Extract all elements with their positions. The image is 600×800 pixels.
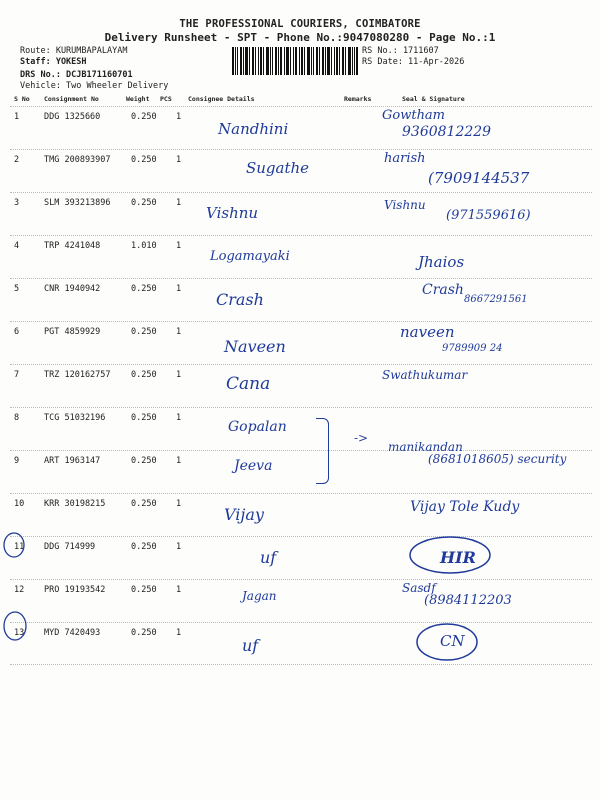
barcode [232,47,358,75]
signature-phone: (8681018605) security [428,452,567,466]
bracket-mark [316,418,329,484]
row-pcs: 1 [176,456,182,466]
table-bottom-rule [10,664,592,665]
rs-number: RS No.: 1711607 [362,46,439,56]
row-weight: 0.250 [131,413,157,423]
row-sno: 10 [14,499,25,509]
consignee-handwriting: uf [242,636,259,655]
col-sno: S No [14,95,30,103]
consignee-handwriting: Crash [216,290,264,309]
staff-line: Staff: YOKESH [20,57,87,67]
signature-handwriting: naveen [400,323,455,341]
col-seal: Seal & Signature [402,95,465,103]
row-divider [10,278,592,279]
row-weight: 0.250 [131,155,157,165]
signature-handwriting: Gowtham [382,108,446,123]
table-row [10,149,592,192]
table-row [10,407,592,450]
consignee-handwriting: Logamayaki [210,249,290,264]
table-row [10,278,592,321]
table-row [10,440,592,493]
signature-handwriting: manikandan [388,440,463,454]
row-pcs: 1 [176,542,182,552]
signature-phone: (971559616) [446,208,531,223]
signature-handwriting: HIR [440,548,476,567]
row-weight: 0.250 [131,327,157,337]
row-divider [10,450,592,451]
consignee-handwriting: Naveen [224,337,286,356]
row-weight: 0.250 [131,370,157,380]
drs-number: DRS No.: DCJB171160701 [20,70,133,80]
consignee-handwriting: Nandhini [218,120,289,138]
signature-phone: 8667291561 [464,294,528,305]
col-pcs: PCS [160,95,172,103]
signature-handwriting: Swathukumar [382,368,468,382]
row-divider [10,235,592,236]
row-divider [10,106,592,107]
signature-handwriting: harish [384,151,426,166]
row-consignment: KRR 30198215 [44,499,106,509]
row-sno: 12 [14,585,25,595]
row-pcs: 1 [176,585,182,595]
row-weight: 0.250 [131,628,157,638]
row-weight: 0.250 [131,542,157,552]
row-consignment: MYD 7420493 [44,628,101,638]
consignee-handwriting: Jagan [242,589,277,603]
row-divider [10,493,592,494]
row-sno: 8 [14,413,20,423]
row-sno: 11 [14,542,25,552]
row-consignment: ART 1963147 [44,456,101,466]
row-pcs: 1 [176,155,182,165]
row-pcs: 1 [176,284,182,294]
col-consignee: Consignee Details [188,95,255,103]
row-consignment: CNR 1940942 [44,284,101,294]
signature-handwriting: CN [440,632,465,650]
consignee-handwriting: Vijay [224,505,264,524]
table-row [10,364,592,407]
consignee-handwriting: Gopalan [228,419,287,435]
row-weight: 0.250 [131,499,157,509]
row-consignment: TMG 200893907 [44,155,111,165]
table-row [10,579,592,622]
table-row [10,235,592,278]
row-pcs: 1 [176,241,182,251]
row-divider [10,622,592,623]
row-consignment: DDG 714999 [44,542,96,552]
row-weight: 1.010 [131,241,157,251]
row-consignment: SLM 393213896 [44,198,111,208]
row-pcs: 1 [176,327,182,337]
row-weight: 0.250 [131,585,157,595]
table-row [10,622,592,665]
signature-handwriting: Vishnu [384,198,426,212]
row-consignment: PGT 4859929 [44,327,101,337]
row-weight: 0.250 [131,284,157,294]
row-pcs: 1 [176,198,182,208]
signature-handwriting: Crash [422,282,464,298]
col-weight: Weight [126,95,150,103]
row-sno: 3 [14,198,20,208]
row-pcs: 1 [176,499,182,509]
consignee-handwriting: Jeeva [234,458,273,474]
table-row [10,321,592,364]
row-sno: 7 [14,370,20,380]
signature-handwriting: Jhaios [418,253,465,271]
row-divider [10,321,592,322]
arrow-annotation: -> [354,431,369,445]
row-divider [10,192,592,193]
vehicle-line: Vehicle: Two Wheeler Delivery [20,81,169,91]
row-pcs: 1 [176,370,182,380]
table-row [10,106,592,149]
signature-phone: (7909144537 [428,169,530,187]
row-consignment: TCG 51032196 [44,413,106,423]
row-divider [10,579,592,580]
row-consignment: TRZ 120162757 [44,370,111,380]
row-pcs: 1 [176,628,182,638]
row-weight: 0.250 [131,456,157,466]
rs-date: RS Date: 11-Apr-2026 [362,57,465,67]
signature-handwriting: Sasdf [402,581,436,595]
row-sno: 9 [14,456,20,466]
row-divider [10,149,592,150]
signature-phone: 9360812229 [402,124,492,140]
row-pcs: 1 [176,413,182,423]
consignee-handwriting: uf [260,548,277,567]
document-subtitle: Delivery Runsheet - SPT - Phone No.:9047080280 - Page No.:1 [104,31,496,44]
row-divider [10,536,592,537]
table-row [10,493,592,536]
col-consignment: Consignment No [44,95,99,103]
signature-handwriting: Vijay Tole Kudy [410,499,520,515]
table-row [10,192,592,235]
table-header [10,95,592,105]
row-divider [10,364,592,365]
row-pcs: 1 [176,112,182,122]
row-consignment: TRP 4241048 [44,241,101,251]
consignee-handwriting: Sugathe [246,159,310,177]
table-row [10,536,592,579]
row-consignment: DDG 1325660 [44,112,101,122]
row-weight: 0.250 [131,112,157,122]
row-sno: 2 [14,155,20,165]
row-sno: 6 [14,327,20,337]
col-remarks: Remarks [344,95,372,103]
document-title: THE PROFESSIONAL COURIERS, COIMBATORE [179,18,421,30]
row-consignment: PRO 19193542 [44,585,106,595]
consignee-handwriting: Cana [226,374,271,394]
row-sno: 5 [14,284,20,294]
consignee-handwriting: Vishnu [206,204,259,222]
row-sno: 4 [14,241,20,251]
signature-phone: 9789909 24 [442,343,503,354]
signature-phone: (8984112203 [424,593,512,608]
row-weight: 0.250 [131,198,157,208]
row-divider [10,407,592,408]
row-sno: 13 [14,628,25,638]
row-sno: 1 [14,112,20,122]
route-line: Route: KURUMBAPALAYAM [20,46,128,56]
